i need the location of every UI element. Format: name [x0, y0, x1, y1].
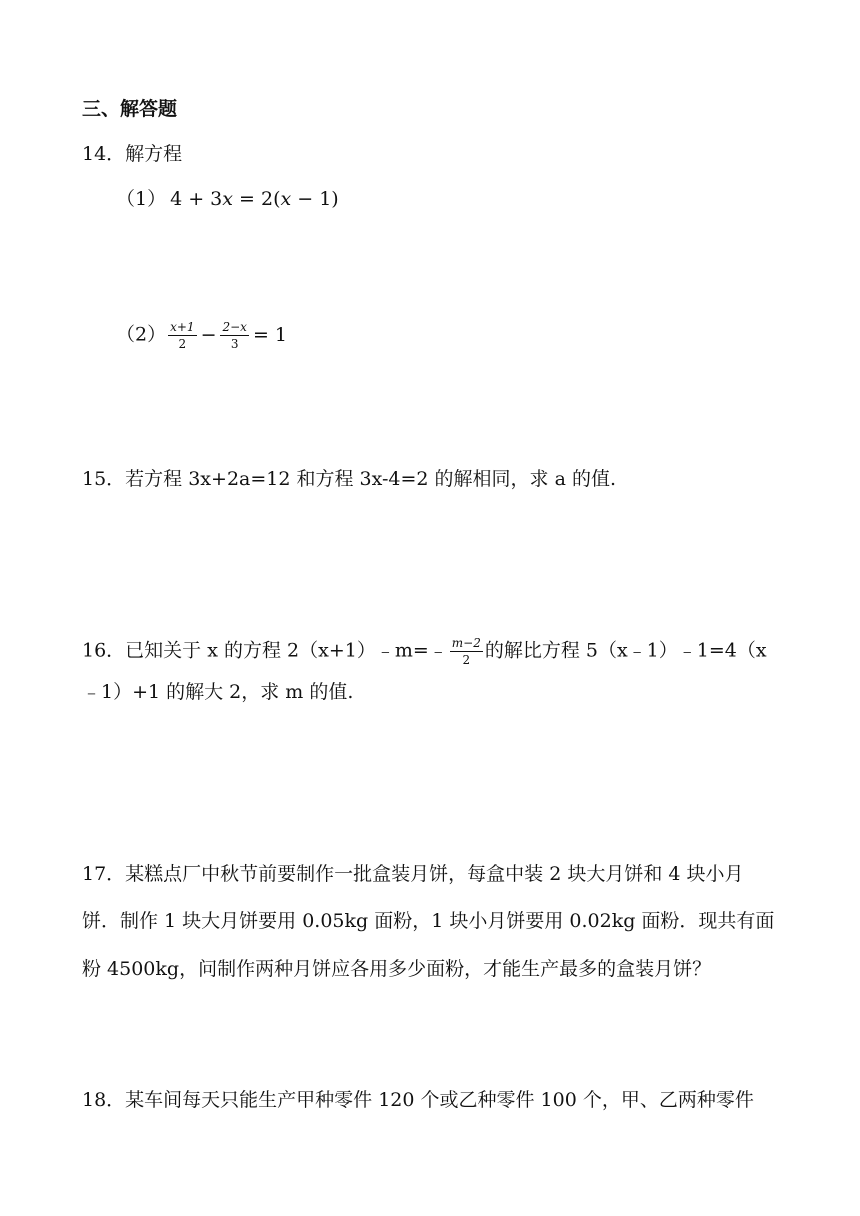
fraction-numerator: x+1 — [170, 320, 195, 334]
fraction-2-minus-x-over-3 — [220, 320, 248, 351]
question-16-line-1 — [82, 636, 767, 667]
fraction-numerator: m−2 — [451, 636, 481, 650]
question-17-line-3: 粉 4500kg，问制作两种月饼应各用多少面粉，才能生产最多的盒装月饼？ — [82, 958, 712, 980]
fraction-denominator: 2 — [462, 653, 471, 667]
question-14-stem: 14．解方程 — [82, 143, 183, 165]
section-title: 三、解答题 — [82, 98, 178, 120]
part-1-label: （1） — [116, 188, 167, 210]
fraction-m-minus-2-over-2 — [450, 636, 483, 667]
fraction-x-plus-1-over-2 — [168, 320, 196, 351]
part-2-label: （2） — [116, 323, 167, 346]
question-14-part-1 — [116, 187, 339, 211]
question-16-text-before: 16．已知关于 x 的方程 2（x+1）﹣m=﹣ — [82, 639, 448, 662]
question-14-part-2 — [116, 320, 289, 351]
question-17-line-2: 饼．制作 1 块大月饼要用 0.05kg 面粉，1 块小月饼要用 0.02kg 面粉．现共有面 — [82, 910, 775, 932]
question-16-line-2: ﹣1）+1 的解大 2，求 m 的值. — [82, 681, 354, 703]
question-15: 15．若方程 3x+2a=12 和方程 3x-4=2 的解相同，求 a 的值. — [82, 468, 617, 490]
question-17-line-1: 17．某糕点厂中秋节前要制作一批盒装月饼，每盒中装 2 块大月饼和 4 块小月 — [82, 863, 744, 885]
equation-rhs: = 1 — [252, 323, 288, 346]
fraction-numerator: 2−x — [222, 320, 247, 334]
question-18-line-1: 18．某车间每天只能生产甲种零件 120 个或乙种零件 100 个，甲、乙两种零件 — [82, 1089, 754, 1111]
fraction-denominator: 3 — [230, 337, 239, 351]
part-1-equation: 4 + 3𝑥 = 2(𝑥 − 1) — [170, 188, 339, 210]
minus-sign: − — [200, 323, 217, 346]
question-16-text-after: 的解比方程 5（x﹣1）﹣1=4（x — [484, 639, 767, 662]
fraction-denominator: 2 — [178, 337, 187, 351]
